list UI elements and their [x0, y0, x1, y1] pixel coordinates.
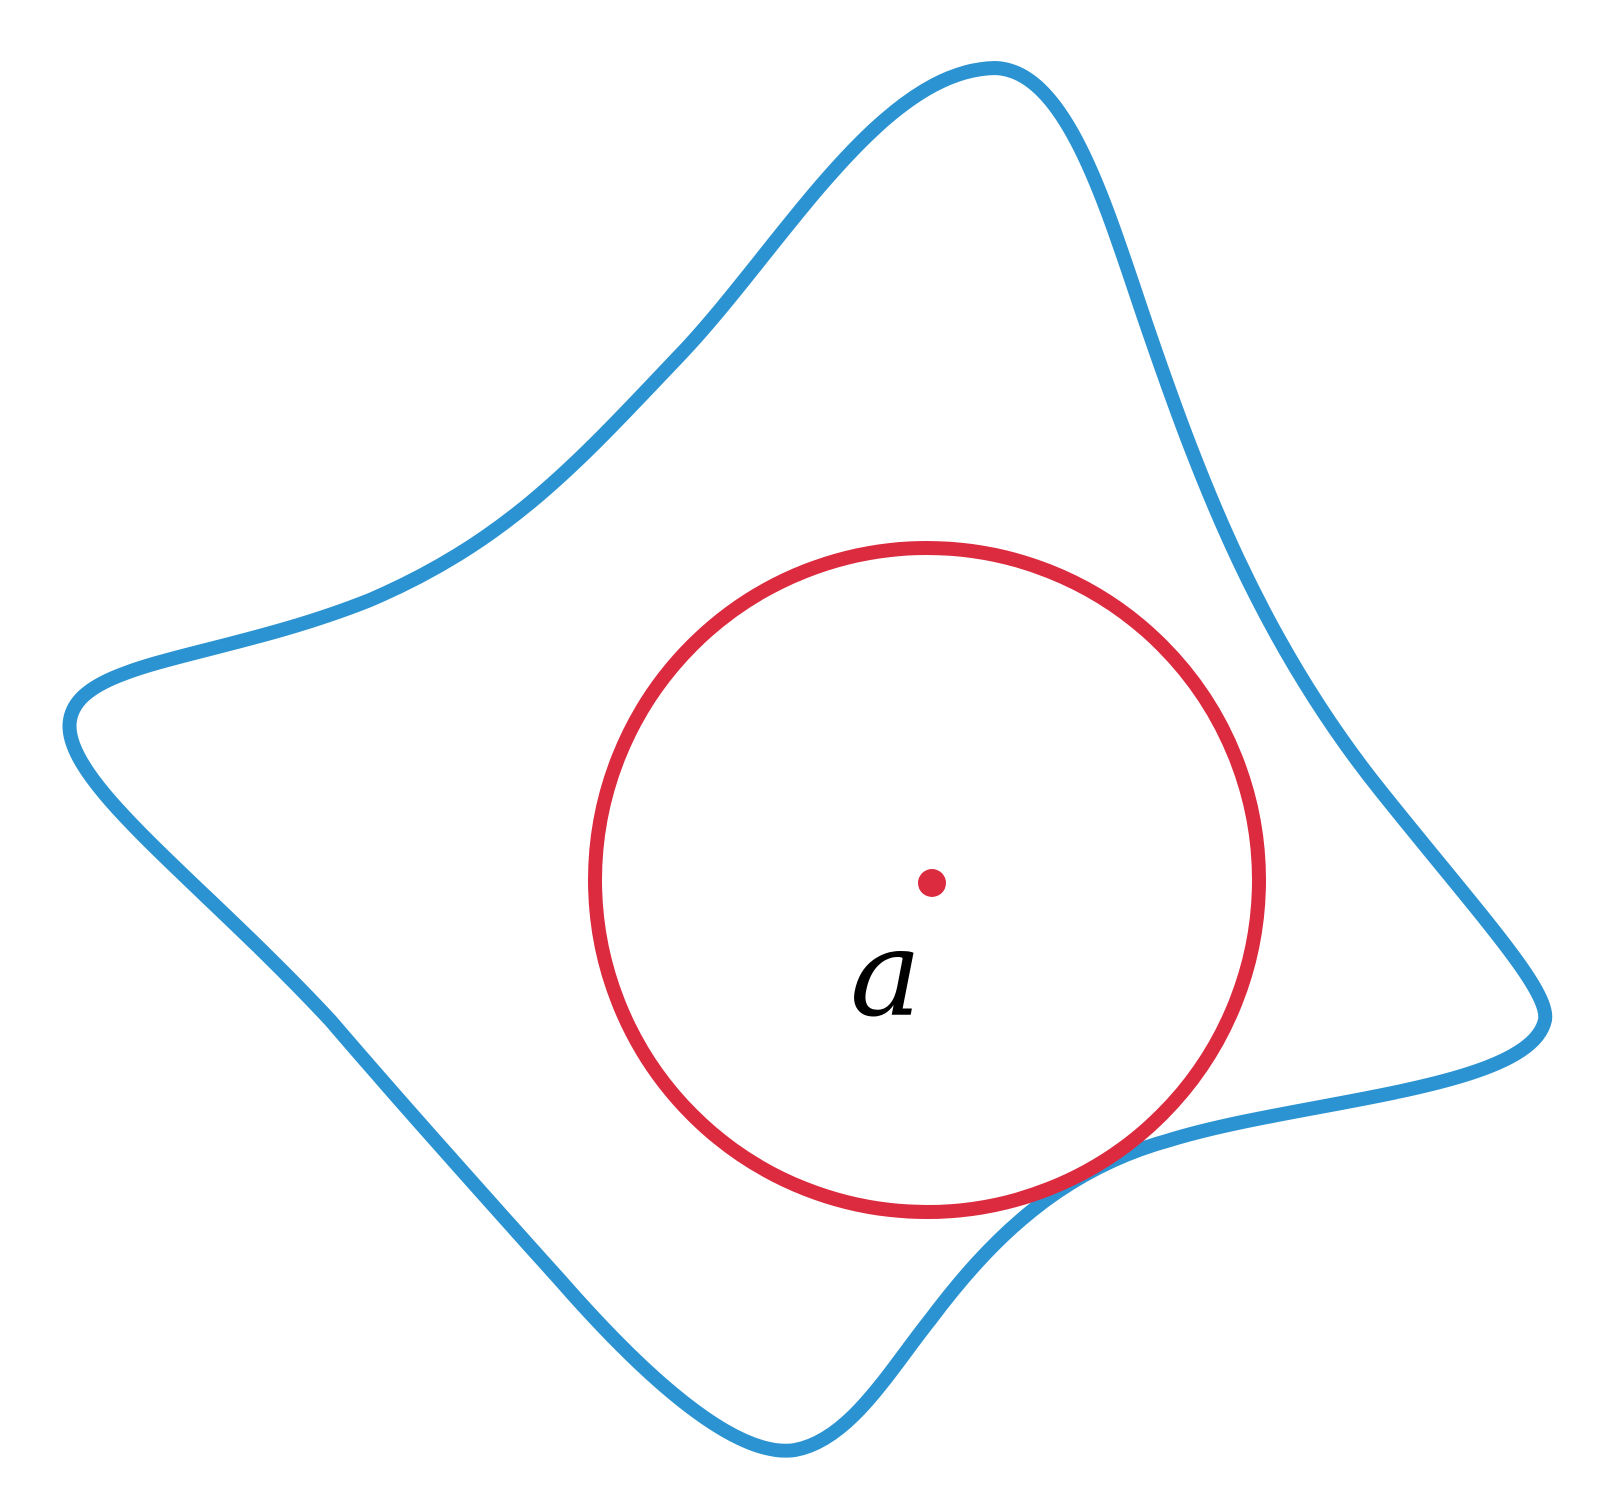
center-point	[918, 869, 946, 897]
blue-closed-contour	[69, 68, 1545, 1451]
center-label: a	[850, 905, 922, 1044]
